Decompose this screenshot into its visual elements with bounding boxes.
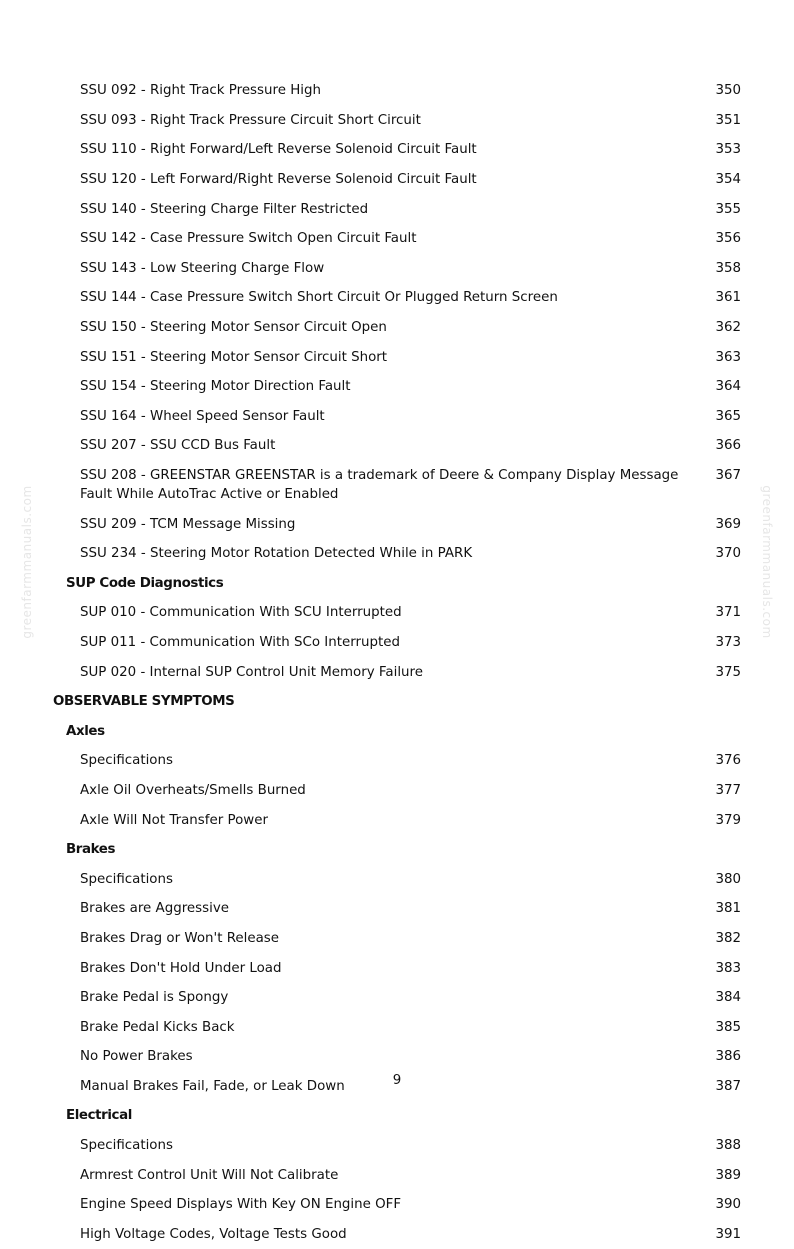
toc-entry-title: SSU 150 - Steering Motor Sensor Circuit Open xyxy=(80,320,387,336)
toc-entry-page-number: 353 xyxy=(715,142,741,158)
toc-entry[interactable] xyxy=(0,224,794,254)
toc-entry-page-number: 386 xyxy=(715,1049,741,1065)
watermark-left: greenfarmmanuals.com xyxy=(20,485,34,639)
toc-entry[interactable] xyxy=(0,461,794,510)
toc-entry-title: SSU 154 - Steering Motor Direction Fault xyxy=(80,379,351,395)
toc-entry[interactable] xyxy=(0,776,794,806)
toc-entry-title: No Power Brakes xyxy=(80,1049,193,1065)
toc-entry[interactable] xyxy=(0,431,794,461)
toc-entry-title: SSU 142 - Case Pressure Switch Open Circuit Fault xyxy=(80,231,417,247)
toc-entry-page-number: 370 xyxy=(715,546,741,562)
toc-entry-page-number: 377 xyxy=(715,782,741,798)
toc-entry-page-number: 369 xyxy=(715,516,741,532)
toc-entry-title: SSU 208 - GREENSTAR GREENSTAR is a trademark of Deere & Company Display Message Fault While AutoTrac Active or Enabled xyxy=(80,468,679,503)
toc-entry[interactable] xyxy=(0,194,794,224)
toc-section-heading[interactable] xyxy=(0,569,794,599)
toc-entry[interactable] xyxy=(0,313,794,343)
toc-entry[interactable] xyxy=(0,135,794,165)
toc-entry-page-number: 363 xyxy=(715,349,741,365)
toc-entry-title: SSU 092 - Right Track Pressure High xyxy=(80,83,321,99)
toc-entry-page-number: 382 xyxy=(715,930,741,946)
toc-entry-title: Axle Will Not Transfer Power xyxy=(80,812,268,828)
toc-entry-page-number: 366 xyxy=(715,438,741,454)
toc-entry[interactable] xyxy=(0,1160,794,1190)
toc-entry[interactable] xyxy=(0,983,794,1013)
toc-entry-page-number: 389 xyxy=(715,1167,741,1183)
toc-entry-page-number: 362 xyxy=(715,320,741,336)
toc-entry-title: Brakes xyxy=(66,842,116,858)
toc-entry[interactable] xyxy=(0,165,794,195)
toc-entry-title: SSU 164 - Wheel Speed Sensor Fault xyxy=(80,408,325,424)
toc-entry-title: High Voltage Codes, Voltage Tests Good xyxy=(80,1226,347,1242)
toc-entry[interactable] xyxy=(0,598,794,628)
toc-entry-page-number: 379 xyxy=(715,812,741,828)
toc-entry-page-number: 367 xyxy=(715,468,741,484)
page-number: 9 xyxy=(392,1073,402,1088)
toc-entry-page-number: 365 xyxy=(715,408,741,424)
toc-section-heading[interactable] xyxy=(0,716,794,746)
toc-section-heading[interactable] xyxy=(0,1101,794,1131)
toc-entry-page-number: 383 xyxy=(715,960,741,976)
toc-entry-title: SUP 020 - Internal SUP Control Unit Memory Failure xyxy=(80,664,423,680)
toc-entry[interactable] xyxy=(0,953,794,983)
toc-entry[interactable] xyxy=(0,372,794,402)
toc-entry-page-number: 388 xyxy=(715,1138,741,1154)
toc-entry-title: Specifications xyxy=(80,1138,173,1154)
toc-entry[interactable] xyxy=(0,539,794,569)
toc-section-heading[interactable] xyxy=(0,835,794,865)
toc-entry-title: Brakes are Aggressive xyxy=(80,901,230,917)
toc-entry-title: Brake Pedal is Spongy xyxy=(80,990,229,1006)
toc-entry-page-number: 391 xyxy=(715,1226,741,1242)
toc-entry[interactable] xyxy=(0,924,794,954)
toc-entry-page-number: 350 xyxy=(715,83,741,99)
toc-chapter-heading[interactable] xyxy=(0,687,794,717)
toc-entry[interactable] xyxy=(0,746,794,776)
toc-entry[interactable] xyxy=(0,628,794,658)
toc-entry[interactable] xyxy=(0,342,794,372)
toc-entry-page-number: 385 xyxy=(715,1019,741,1035)
toc-entry-page-number: 361 xyxy=(715,290,741,306)
toc-entry[interactable] xyxy=(0,76,794,106)
toc-entry-page-number: 387 xyxy=(715,1078,741,1094)
toc-entry-title: SUP Code Diagnostics xyxy=(66,575,224,591)
toc-entry[interactable] xyxy=(0,1042,794,1072)
toc-entry-page-number: 358 xyxy=(715,260,741,276)
toc-entry-title: Axles xyxy=(66,723,105,739)
toc-entry-page-number: 373 xyxy=(715,634,741,650)
toc-entry[interactable] xyxy=(0,254,794,284)
toc-entry-title: SSU 143 - Low Steering Charge Flow xyxy=(80,260,325,276)
toc-entry-page-number: 356 xyxy=(715,231,741,247)
toc-entry[interactable] xyxy=(0,283,794,313)
toc-entry-title: SSU 207 - SSU CCD Bus Fault xyxy=(80,438,276,454)
toc-entry[interactable] xyxy=(0,1131,794,1161)
toc-entry-title: SUP 010 - Communication With SCU Interrupted xyxy=(80,605,402,621)
toc-entry-title: SSU 209 - TCM Message Missing xyxy=(80,516,296,532)
toc-entry-title: Specifications xyxy=(80,753,173,769)
toc-entry-title: SSU 110 - Right Forward/Left Reverse Solenoid Circuit Fault xyxy=(80,142,477,158)
toc-entry[interactable] xyxy=(0,894,794,924)
toc-entry-page-number: 364 xyxy=(715,379,741,395)
toc-entry-title: SSU 140 - Steering Charge Filter Restricted xyxy=(80,201,369,217)
toc-entry-title: Electrical xyxy=(66,1108,132,1124)
toc-entry-page-number: 381 xyxy=(715,901,741,917)
toc-entry-page-number: 376 xyxy=(715,753,741,769)
toc-entry-title: Brakes Drag or Won't Release xyxy=(80,930,280,946)
toc-entry-page-number: 355 xyxy=(715,201,741,217)
toc-entry-title: Armrest Control Unit Will Not Calibrate xyxy=(80,1167,339,1183)
toc-entry[interactable] xyxy=(0,402,794,432)
toc-entry-title: SSU 093 - Right Track Pressure Circuit Short Circuit xyxy=(80,112,421,128)
toc-entry-page-number: 384 xyxy=(715,990,741,1006)
toc-entry[interactable] xyxy=(0,805,794,835)
toc-entry[interactable] xyxy=(0,1012,794,1042)
toc-entry-title: Engine Speed Displays With Key ON Engine OFF xyxy=(80,1197,402,1213)
toc-entry-title: SSU 234 - Steering Motor Rotation Detected While in PARK xyxy=(80,546,473,562)
watermark-right: greenfarmmanuals.com xyxy=(760,485,774,639)
toc-entry-title: Axle Oil Overheats/Smells Burned xyxy=(80,782,306,798)
toc-entry[interactable] xyxy=(0,657,794,687)
toc-entry[interactable] xyxy=(0,1190,794,1220)
toc-entry-title: SUP 011 - Communication With SCo Interrupted xyxy=(80,634,400,650)
toc-entry-page-number: 375 xyxy=(715,664,741,680)
toc-entry[interactable] xyxy=(0,509,794,539)
toc-entry-title: SSU 151 - Steering Motor Sensor Circuit Short xyxy=(80,349,388,365)
toc-entry[interactable] xyxy=(0,1220,794,1249)
toc-entry-title: Brake Pedal Kicks Back xyxy=(80,1019,235,1035)
toc-entry-title: OBSERVABLE SYMPTOMS xyxy=(53,694,235,710)
toc-entry-page-number: 351 xyxy=(715,112,741,128)
toc-entry[interactable] xyxy=(0,864,794,894)
toc-entry-title: SSU 120 - Left Forward/Right Reverse Solenoid Circuit Fault xyxy=(80,172,477,188)
toc-entry[interactable] xyxy=(0,106,794,136)
toc-entry-title: Brakes Don't Hold Under Load xyxy=(80,960,282,976)
toc-entry-title: SSU 144 - Case Pressure Switch Short Circuit Or Plugged Return Screen xyxy=(80,290,558,306)
toc-entry-page-number: 380 xyxy=(715,871,741,887)
toc-entry-page-number: 390 xyxy=(715,1197,741,1213)
toc-entry-title: Manual Brakes Fail, Fade, or Leak Down xyxy=(80,1078,345,1094)
toc-entry-title: Specifications xyxy=(80,871,173,887)
toc-entry-page-number: 354 xyxy=(715,172,741,188)
toc-entry-page-number: 371 xyxy=(715,605,741,621)
